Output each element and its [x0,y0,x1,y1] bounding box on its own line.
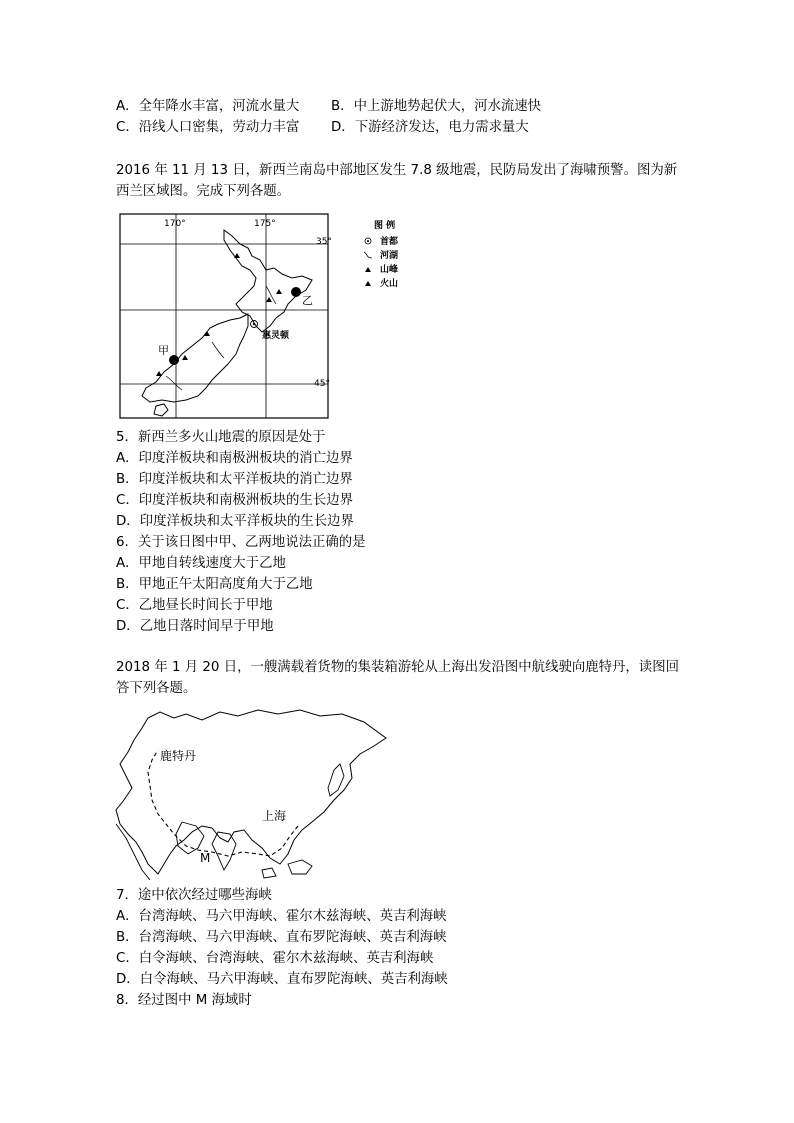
q5-stem: 5．新西兰多火山地震的原因是处于 [116,430,326,445]
legend-volcano-icon [365,281,371,286]
lon-170-label: 170° [164,219,186,229]
point-jia [169,355,179,365]
lat-35-label: 35° [316,237,332,247]
river-3 [166,376,182,390]
peak-marker-1 [234,253,240,258]
passage1-line1: 2016 年 11 月 13 日，新西兰南岛中部地区发生 7.8 级地震，民防局发出了海啸预警。图为新 [116,163,678,178]
q5-option-b: B．印度洋板块和太平洋板块的消亡边界 [116,472,353,487]
q6-stem: 6．关于该日图中甲、乙两地说法正确的是 [116,535,366,550]
label-shanghai: 上海 [262,809,287,823]
india-shape [212,832,236,870]
legend-capital-label: 首都 [380,237,399,247]
map1-legend [364,219,399,289]
q4-option-d: D．下游经济发达，电力需求量大 [331,120,529,135]
peak-marker-4 [156,371,162,376]
legend-title: 图 例 [374,221,396,231]
lon-175-label: 175° [254,219,276,229]
north-island-shape [224,230,312,332]
point-yi [291,287,301,297]
river-2 [212,342,224,358]
q6-option-b: B．甲地正午太阳高度角大于乙地 [116,577,313,592]
legend-peak-icon [365,267,371,272]
label-rotterdam: 鹿特丹 [160,749,197,763]
q7-option-b: B．台湾海峡、马六甲海峡、直布罗陀海峡、英吉利海峡 [116,930,447,945]
volcano-marker-2 [276,289,282,294]
peak-marker-3 [182,355,188,360]
q8-stem: 8．经过图中 M 海域时 [116,993,252,1008]
q6-option-c: C．乙地昼长时间长于甲地 [116,598,273,613]
q7-option-d: D．白令海峡、马六甲海峡、直布罗陀海峡、英吉利海峡 [116,972,448,987]
japan-shape [328,764,344,796]
passage2-line1: 2018 年 1 月 20 日，一艘满载着货物的集装箱游轮从上海出发沿图中航线驶向鹿特丹，读图回 [116,660,679,675]
q6-option-d: D．乙地日落时间早于甲地 [116,619,274,634]
map-frame [120,214,328,418]
eurasia-route-map [112,704,392,880]
lat-45-label: 45° [314,379,330,389]
q4-option-a: A．全年降水丰富，河流水量大 [116,99,300,114]
q7-option-c: C．白令海峡、台湾海峡、霍尔木兹海峡、英吉利海峡 [116,951,434,966]
sea-islands [288,860,312,874]
legend-volcano-label: 火山 [380,279,399,289]
stewart-island-shape [154,404,168,416]
q7-stem: 7．途中依次经过哪些海峡 [116,888,272,903]
label-jia: 甲 [158,344,169,357]
q7-option-a: A．台湾海峡、马六甲海峡、霍尔木兹海峡、英吉利海峡 [116,909,447,924]
peak-marker-2 [204,331,210,336]
new-zealand-map [116,208,406,420]
label-m: M [200,851,211,865]
south-island-shape [142,314,248,402]
q6-option-a: A．甲地自转线速度大于乙地 [116,556,286,571]
passage2-line2: 答下列各题。 [116,681,197,696]
q5-option-a: A．印度洋板块和南极洲板块的消亡边界 [116,451,353,466]
q5-option-d: D．印度洋板块和太平洋板块的生长边界 [116,514,354,529]
legend-river-icon [364,252,372,258]
passage1-line2: 西兰区域图。完成下列各题。 [116,184,291,199]
legend-river-label: 河湖 [380,251,399,261]
q4-option-b: B．中上游地势起伏大，河水流速快 [331,99,542,114]
label-yi: 乙 [302,294,313,307]
volcano-marker-1 [266,297,272,302]
africa-edge [116,824,150,880]
legend-peak-label: 山峰 [380,265,399,275]
q5-option-c: C．印度洋板块和南极洲板块的生长边界 [116,493,353,508]
q4-option-c: C．沿线人口密集，劳动力丰富 [116,120,300,135]
label-capital: 惠灵顿 [262,331,290,341]
eurasia-coastline [116,710,386,874]
shipping-route [148,750,298,856]
